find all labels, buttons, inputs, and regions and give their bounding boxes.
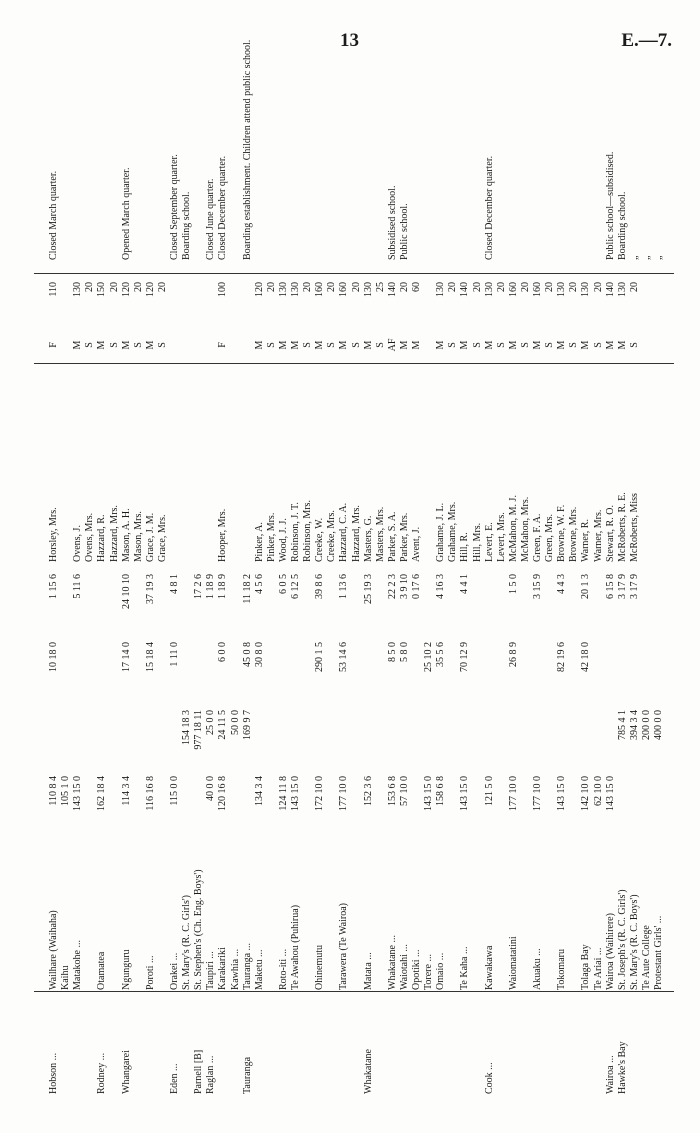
cell-school: Ohinemutu	[314, 945, 326, 990]
cell-teacher: Hazzard, Mrs.	[108, 505, 120, 562]
cell-county: Tauranga	[241, 1056, 253, 1094]
cell-g: 20	[495, 282, 507, 292]
cell-c: 25 10 2	[423, 642, 435, 672]
cell-remarks: Closed March quarter.	[48, 170, 59, 260]
cell-school: Te Ariai ...	[592, 947, 604, 990]
cell-f: M	[459, 340, 471, 350]
cell-teacher: Horsley, Mrs.	[48, 507, 59, 562]
document-series: E.—7.	[621, 30, 672, 51]
cell-f: M	[277, 340, 289, 350]
cell-county: Hobson ...	[48, 1052, 59, 1094]
cell-f: M	[556, 340, 568, 350]
cell-school: Protestant Girls' ...	[653, 915, 664, 990]
cell-g: 20	[350, 282, 362, 292]
cell-b: 154 18 3	[181, 710, 193, 745]
cell-f: AF	[386, 338, 398, 352]
cell-teacher: Ovens, Mrs.	[84, 512, 96, 562]
cell-g: 20	[398, 282, 410, 292]
cell-teacher: Grace, Mrs.	[156, 514, 168, 562]
cell-f: S	[84, 342, 96, 348]
column-rule	[34, 991, 674, 992]
cell-f: S	[544, 342, 556, 348]
cell-f: M	[253, 340, 265, 350]
cell-g: 20	[628, 282, 640, 292]
cell-f: S	[568, 342, 580, 348]
cell-a: 158 6 8	[435, 776, 447, 806]
cell-g: 20	[132, 282, 144, 292]
cell-c: 53 14 6	[338, 642, 350, 672]
cell-teacher: Hazzard, C. A.	[338, 502, 350, 562]
cell-teacher: McRoberts, R. E.	[616, 492, 628, 562]
cell-remarks: Opened March quarter.	[120, 167, 132, 260]
cell-teacher: Masters, G.	[362, 515, 374, 562]
cell-f: S	[471, 342, 483, 348]
cell-teacher: Hill, R.	[459, 532, 471, 562]
rotated-table	[34, 30, 674, 1100]
cell-f: M	[616, 340, 628, 350]
cell-d: 25 19 3	[362, 574, 374, 604]
cell-c: 15 18 4	[144, 642, 156, 672]
cell-a: 110 8 4	[48, 776, 59, 806]
cell-teacher: Creeke, Mrs.	[326, 510, 338, 562]
cell-remarks: Boarding establishment. Children attend public school.	[241, 39, 253, 260]
cell-b: 50 0 0	[229, 710, 241, 735]
cell-school: Poroti ...	[144, 955, 156, 990]
cell-a: 177 10 0	[532, 776, 543, 811]
cell-g: 20	[544, 282, 556, 292]
cell-teacher: Browne, Mrs.	[568, 506, 580, 562]
cell-g: 120	[144, 282, 156, 297]
cell-school: Wailhare (Waihaha)	[48, 910, 59, 990]
cell-county: Parnell [B]	[193, 1049, 205, 1094]
cell-f: S	[628, 342, 640, 348]
cell-f: F	[217, 342, 229, 348]
cell-f: M	[398, 340, 410, 350]
cell-school: Matakohe ...	[72, 940, 84, 990]
cell-school: Matata ...	[362, 952, 374, 990]
cell-school: Karakariki	[217, 947, 229, 990]
cell-county: Raglan ...	[205, 1055, 217, 1094]
page-number: 13	[340, 30, 359, 51]
cell-d: 4 16 3	[435, 574, 447, 599]
cell-d: 24 10 10	[120, 574, 132, 609]
cell-d: 6 15 8	[604, 574, 616, 599]
cell-school: Akuaku ...	[532, 948, 543, 990]
cell-school: Maketu ...	[253, 949, 265, 990]
cell-f: M	[483, 340, 495, 350]
cell-school: Tarawera (Te Wairoa)	[338, 903, 350, 990]
cell-g: 120	[120, 282, 132, 297]
cell-school: Kawakawa	[483, 945, 495, 990]
cell-teacher: Robinson, Mrs.	[302, 500, 314, 562]
cell-c: 35 5 6	[435, 642, 447, 667]
cell-b: 169 9 7	[241, 710, 253, 740]
cell-school: Kawhia ...	[229, 948, 241, 990]
cell-c: 82 19 6	[556, 642, 568, 672]
cell-f: M	[532, 340, 543, 350]
cell-teacher: Grace, J. M.	[144, 512, 156, 562]
cell-g: 130	[362, 282, 374, 297]
cell-g: 20	[302, 282, 314, 292]
cell-teacher: Levert, E.	[483, 522, 495, 562]
cell-f: M	[120, 340, 132, 350]
cell-c: 6 0 0	[217, 642, 229, 662]
cell-a: 121 5 0	[483, 776, 495, 806]
cell-teacher: Grahame, Mrs.	[447, 501, 459, 562]
cell-c: 290 1 5	[314, 642, 326, 672]
cell-school: Ngunguru	[120, 949, 132, 990]
cell-g: 20	[568, 282, 580, 292]
cell-county: Wairoa ...	[604, 1055, 616, 1094]
cell-g: 130	[556, 282, 568, 297]
cell-g: 160	[507, 282, 519, 297]
cell-g: 130	[435, 282, 447, 297]
cell-d: 6 12 5	[290, 574, 301, 599]
cell-f: S	[326, 342, 338, 348]
cell-school: Whakatane ...	[386, 935, 398, 990]
cell-f: S	[447, 342, 459, 348]
cell-c: 8 5 0	[386, 642, 398, 662]
cell-g: 20	[326, 282, 338, 292]
cell-b: 25 0 0	[205, 710, 217, 735]
cell-a: 177 10 0	[507, 776, 519, 811]
cell-c: 42 18 0	[580, 642, 592, 672]
cell-c: 45 0 8	[241, 642, 253, 667]
cell-school: Roto-iti ...	[277, 948, 289, 990]
cell-remarks: Boarding school.	[181, 191, 193, 260]
cell-g: 160	[314, 282, 326, 297]
cell-teacher: Levert, Mrs.	[495, 512, 507, 562]
cell-teacher: Creeke, W.	[314, 517, 326, 562]
cell-remarks: „	[640, 255, 652, 260]
cell-school: Tokomaru	[556, 949, 568, 990]
cell-d: 3 9 10	[398, 574, 410, 599]
column-rule	[34, 363, 674, 364]
cell-remarks: Public school.	[398, 203, 410, 260]
cell-a: 143 15 0	[459, 776, 471, 811]
cell-g: 20	[592, 282, 604, 292]
cell-teacher: Robinson, J. T.	[290, 502, 301, 562]
cell-d: 3 15 9	[532, 574, 543, 599]
cell-a: 114 3 4	[120, 776, 132, 806]
cell-teacher: Avent, J.	[411, 526, 422, 562]
cell-f: M	[362, 340, 374, 350]
cell-school: St. Stephen's (Ch. Eng. Boys')	[193, 869, 205, 990]
column-rule	[34, 273, 674, 274]
cell-g: 20	[471, 282, 483, 292]
cell-teacher: Parker, S. A.	[386, 511, 398, 562]
cell-g: 20	[265, 282, 277, 292]
cell-a: 162 18 4	[96, 776, 108, 811]
cell-school: St. Mary's (R. C. Boys')	[628, 894, 640, 990]
cell-county: Hawke's Bay	[616, 1041, 628, 1094]
cell-remarks: Boarding school.	[616, 191, 628, 260]
cell-teacher: Grahame, J. L.	[435, 502, 447, 562]
cell-f: S	[302, 342, 314, 348]
cell-g: 160	[338, 282, 350, 297]
cell-b: 785 4 1	[616, 710, 628, 740]
cell-teacher: Hazzard, R.	[96, 514, 108, 562]
cell-g: 100	[217, 282, 229, 297]
cell-f: S	[132, 342, 144, 348]
cell-d: 39 8 6	[314, 574, 326, 599]
cell-d: 17 2 6	[193, 574, 205, 599]
cell-c: 1 11 0	[169, 642, 180, 667]
cell-f: M	[314, 340, 326, 350]
cell-school: Opotiki ...	[411, 949, 422, 990]
cell-d: 20 1 3	[580, 574, 592, 599]
cell-d: 3 17 9	[628, 574, 640, 599]
cell-school: Te Awahou (Puhirua)	[290, 904, 301, 990]
cell-teacher: Mason, Mrs.	[132, 511, 144, 562]
cell-f: S	[156, 342, 168, 348]
cell-a: 152 3 6	[362, 776, 374, 806]
cell-d: 1 5 0	[507, 574, 519, 594]
cell-teacher: Hooper, Mrs.	[217, 508, 229, 562]
cell-g: 140	[459, 282, 471, 297]
cell-f: M	[580, 340, 592, 350]
cell-g: 25	[374, 282, 386, 292]
cell-county: Whangarei	[120, 1050, 132, 1094]
cell-remarks: Closed December quarter.	[217, 155, 229, 260]
cell-b: 400 0 0	[653, 710, 664, 740]
cell-school: Torere ...	[423, 954, 435, 990]
cell-teacher: Wood, J. J.	[277, 518, 289, 562]
cell-g: 130	[483, 282, 495, 297]
cell-d: 1 15 6	[48, 574, 59, 599]
cell-teacher: McMahon, M. J.	[507, 495, 519, 562]
cell-a: 172 10 0	[314, 776, 326, 811]
cell-remarks: Closed December quarter.	[483, 155, 495, 260]
cell-remarks: Subsidised school.	[386, 185, 398, 260]
cell-g: 120	[253, 282, 265, 297]
cell-f: S	[374, 342, 386, 348]
cell-school: Omaio ...	[435, 952, 447, 990]
cell-a: 143 15 0	[72, 776, 84, 811]
cell-d: 6 0 5	[277, 574, 289, 594]
cell-f: S	[519, 342, 531, 348]
cell-g: 130	[616, 282, 628, 297]
cell-f: F	[48, 342, 59, 348]
cell-g: 140	[386, 282, 398, 297]
cell-remarks: Closed September quarter.	[169, 154, 180, 260]
cell-d: 0 17 6	[411, 574, 422, 599]
cell-f: M	[435, 340, 447, 350]
cell-c: 5 8 0	[398, 642, 410, 662]
cell-school: Tauranga ...	[241, 942, 253, 990]
cell-b: 394 3 4	[628, 710, 640, 740]
cell-teacher: Hazzard, Mrs.	[350, 505, 362, 562]
cell-school: Te Aute College	[640, 925, 652, 990]
cell-a: 143 15 0	[604, 776, 616, 811]
cell-remarks: „	[653, 255, 664, 260]
cell-teacher: Pinker, A.	[253, 522, 265, 562]
cell-d: 4 5 6	[253, 574, 265, 594]
cell-teacher: Green, Mrs.	[544, 513, 556, 562]
cell-g: 20	[519, 282, 531, 292]
cell-d: 5 11 6	[72, 574, 84, 599]
cell-c: 70 12 9	[459, 642, 471, 672]
cell-county: Cook ...	[483, 1062, 495, 1094]
cell-d: 22 2 3	[386, 574, 398, 599]
cell-remarks: „	[628, 255, 640, 260]
cell-a: 115 0 0	[169, 776, 180, 806]
cell-school: Kaihu	[60, 965, 72, 990]
cell-d: 37 19 3	[144, 574, 156, 604]
cell-f: M	[72, 340, 84, 350]
cell-c: 17 14 0	[120, 642, 132, 672]
cell-a: 143 15 0	[556, 776, 568, 811]
cell-d: 3 17 9	[616, 574, 628, 599]
cell-g: 20	[447, 282, 459, 292]
cell-d: 4 4 3	[556, 574, 568, 594]
cell-b: 977 18 11	[193, 710, 205, 750]
cell-teacher: Masters, Mrs.	[374, 506, 386, 562]
table-row	[651, 30, 666, 1100]
cell-f: M	[604, 340, 616, 350]
cell-teacher: McRoberts, Miss	[628, 493, 640, 562]
cell-teacher: Stewart, R. O.	[604, 505, 616, 562]
cell-school: Otamatea	[96, 951, 108, 990]
cell-remarks: Public school—subsidised.	[604, 151, 616, 260]
cell-f: S	[495, 342, 507, 348]
cell-g: 60	[411, 282, 422, 292]
cell-school: St. Joseph's (R. C. Girls')	[616, 889, 628, 990]
cell-g: 160	[532, 282, 543, 297]
cell-teacher: Parker, Mrs.	[398, 512, 410, 562]
cell-a: 40 0 0	[205, 776, 217, 801]
cell-a: 57 10 0	[398, 776, 410, 806]
cell-a: 143 15 0	[290, 776, 301, 811]
cell-g: 110	[48, 282, 59, 297]
cell-g: 20	[84, 282, 96, 292]
cell-teacher: McMahon, Mrs.	[519, 496, 531, 562]
cell-a: 153 6 8	[386, 776, 398, 806]
cell-d: 1 18 9	[205, 574, 217, 599]
cell-remarks: Closed June quarter.	[205, 178, 217, 260]
cell-a: 143 15 0	[423, 776, 435, 811]
cell-g: 130	[580, 282, 592, 297]
cell-d: 1 13 6	[338, 574, 350, 599]
cell-a: 177 10 0	[338, 776, 350, 811]
cell-g: 130	[72, 282, 84, 297]
cell-a: 124 11 8	[277, 776, 289, 811]
cell-county: Eden ...	[169, 1063, 180, 1094]
cell-f: M	[96, 340, 108, 350]
cell-school: Taupiri ...	[205, 951, 217, 990]
cell-school: Waiomatatini	[507, 936, 519, 990]
cell-teacher: Ovens, J.	[72, 525, 84, 562]
cell-g: 20	[108, 282, 120, 292]
cell-school: Te Kaha ...	[459, 946, 471, 990]
cell-d: 11 18 2	[241, 574, 253, 604]
cell-a: 105 1 0	[60, 776, 72, 806]
cell-school: St. Mary's (R. C. Girls')	[181, 895, 193, 990]
cell-teacher: Warner, R.	[580, 519, 592, 562]
cell-f: S	[108, 342, 120, 348]
cell-a: 134 3 4	[253, 776, 265, 806]
cell-county: Rodney ...	[96, 1052, 108, 1094]
cell-d: 4 8 1	[169, 574, 180, 594]
cell-teacher: Mason, A. H.	[120, 508, 132, 562]
cell-f: S	[350, 342, 362, 348]
cell-a: 116 16 8	[144, 776, 156, 811]
cell-b: 24 11 5	[217, 710, 229, 740]
cell-c: 10 18 0	[48, 642, 59, 672]
cell-teacher: Pinker, Mrs.	[265, 512, 277, 562]
cell-teacher: Warner, Mrs.	[592, 509, 604, 562]
cell-school: Wairoa (Waihirere)	[604, 913, 616, 990]
cell-f: M	[338, 340, 350, 350]
cell-g: 130	[290, 282, 301, 297]
cell-g: 130	[277, 282, 289, 297]
cell-g: 150	[96, 282, 108, 297]
cell-g: 140	[604, 282, 616, 297]
cell-school: Waiotahi ...	[398, 944, 410, 990]
cell-a: 62 10 0	[592, 776, 604, 806]
cell-f: M	[411, 340, 422, 350]
cell-teacher: Browne, W. F.	[556, 504, 568, 562]
cell-d: 4 4 1	[459, 574, 471, 594]
cell-teacher: Hill, Mrs.	[471, 522, 483, 562]
cell-f: M	[507, 340, 519, 350]
cell-county: Whakatane	[362, 1049, 374, 1094]
cell-teacher: Green, F. A.	[532, 513, 543, 562]
cell-a: 142 10 0	[580, 776, 592, 811]
cell-f: M	[144, 340, 156, 350]
cell-d: 1 18 9	[217, 574, 229, 599]
cell-a: 120 16 8	[217, 776, 229, 811]
cell-c: 26 8 9	[507, 642, 519, 667]
cell-f: M	[290, 340, 301, 350]
cell-f: S	[592, 342, 604, 348]
cell-g: 20	[156, 282, 168, 292]
cell-school: Orakei ...	[169, 952, 180, 990]
cell-b: 200 0 0	[640, 710, 652, 740]
cell-f: S	[265, 342, 277, 348]
cell-school: Tolaga Bay	[580, 944, 592, 990]
cell-c: 30 8 0	[253, 642, 265, 667]
